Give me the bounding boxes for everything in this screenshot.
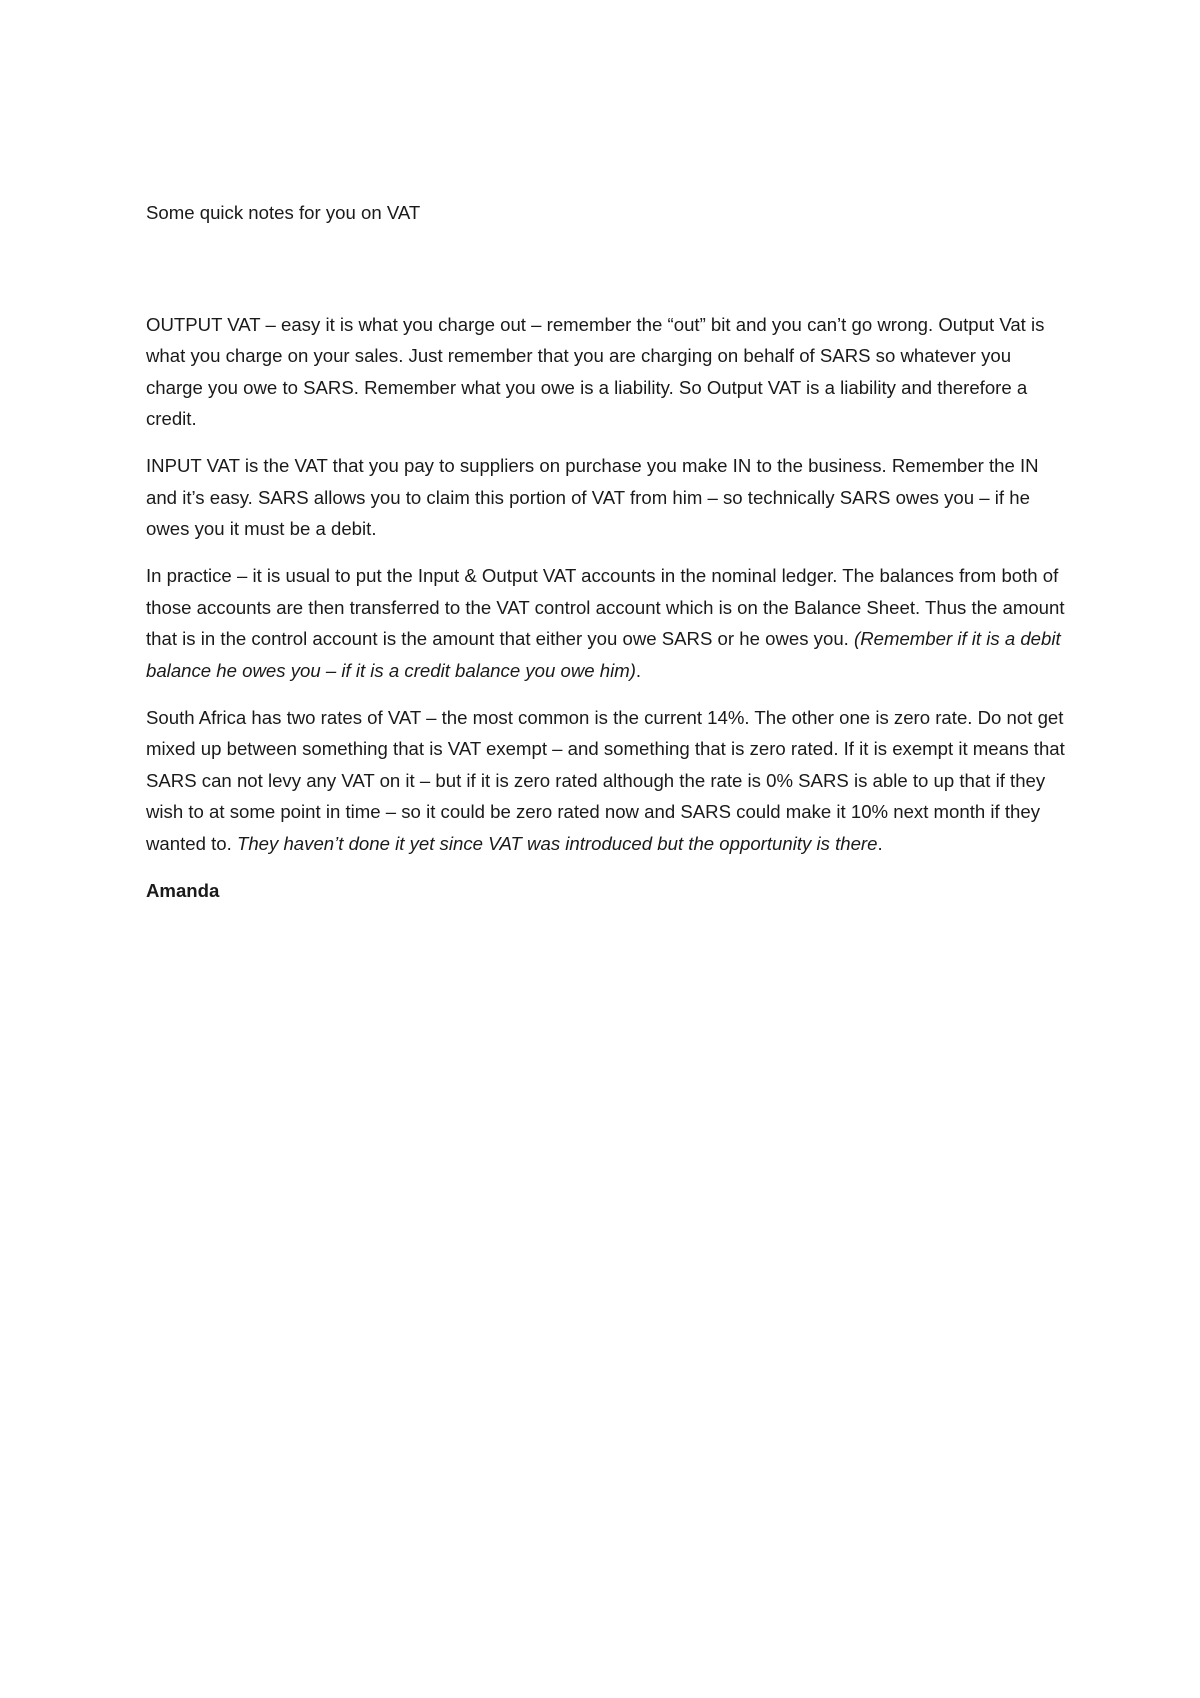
paragraph-vat-rates-italic: They haven’t done it yet since VAT was introduced but the opportunity is there xyxy=(236,832,878,854)
document-title: Some quick notes for you on VAT xyxy=(146,202,421,223)
paragraph-in-practice-end: . xyxy=(635,659,642,681)
paragraph-input-vat-text: INPUT VAT is the VAT that you pay to suppliers on purchase you make IN to the business. Remember the IN and it’s easy. SARS allows you to claim this portion of VAT from him – so technically SARS owes you – if he owes you it must be a debit. xyxy=(146,455,1039,539)
paragraph-vat-rates xyxy=(146,702,1066,860)
paragraph-input-vat xyxy=(146,450,1066,545)
paragraph-vat-rates-text: South Africa has two rates of VAT – the most common is the current 14%. The other one is zero rate. Do not get mixed up between something that is VAT exempt – and something that is zero rated. If it is exempt it means that SARS can not levy any VAT on it – but if it is zero rated although the rate is 0% SARS is able to up that if they wish to at some point in time – so it could be zero rated now and SARS could make it 10% next month if they wanted to. xyxy=(146,706,1065,854)
signature: Amanda xyxy=(146,879,220,901)
paragraph-output-vat-text: OUTPUT VAT – easy it is what you charge out – remember the “out” bit and you can’t go wrong. Output Vat is what you charge on your sales. Just remember that you are charging on behalf of SARS so whatever you charge you owe to SARS. Remember what you owe is a liability. So Output VAT is a liability and therefore a credit. xyxy=(146,313,1045,429)
paragraph-output-vat xyxy=(146,309,1066,435)
paragraph-in-practice xyxy=(146,560,1066,686)
paragraph-in-practice-italic: (Remember if it is a debit balance he owes you – if it is a credit balance you owe him) xyxy=(146,628,1061,681)
paragraph-vat-rates-end: . xyxy=(877,832,883,854)
paragraph-in-practice-text: In practice – it is usual to put the Input & Output VAT accounts in the nominal ledger. The balances from both of those accounts are then transferred to the VAT control account which is on the Balance Sheet. Thus the amount that is in the control account is the amount that either you owe SARS or he owes you. xyxy=(146,565,1065,649)
document-body xyxy=(146,197,1066,906)
